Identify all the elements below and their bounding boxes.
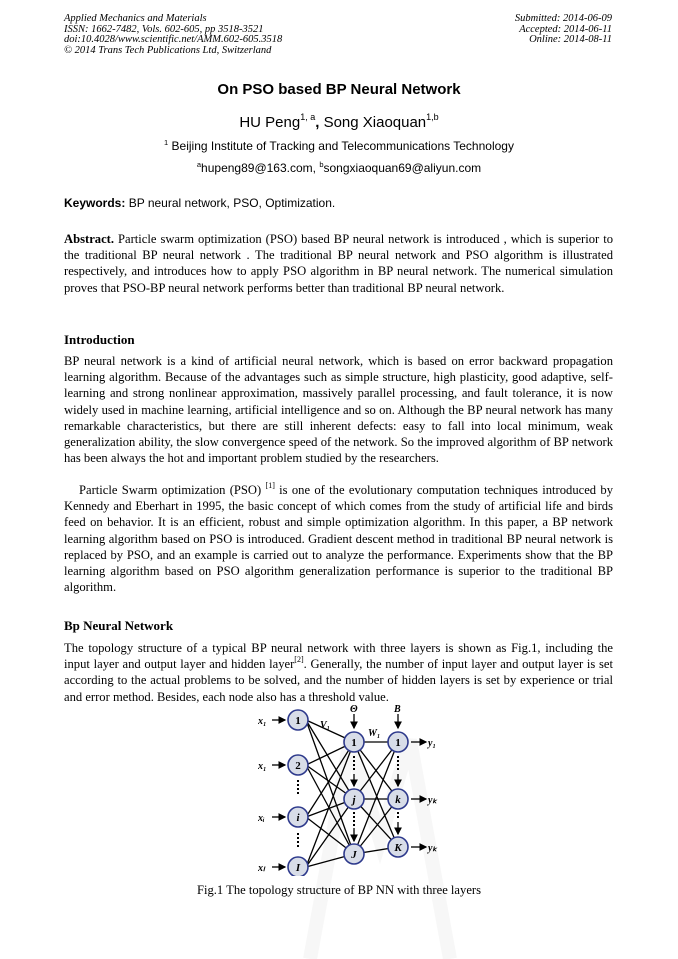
author-sup: 1, a bbox=[300, 112, 316, 122]
svg-text:i: i bbox=[296, 812, 300, 824]
publication-dates bbox=[515, 14, 612, 46]
svg-text:Θ: Θ bbox=[350, 704, 358, 715]
affiliation-sup: 1 bbox=[164, 138, 169, 147]
citation-ref[interactable]: [2] bbox=[294, 655, 304, 665]
svg-text:xᵢ: xᵢ bbox=[258, 813, 265, 824]
author-name: Song Xiaoquan bbox=[323, 114, 427, 131]
svg-text:yₖ: yₖ bbox=[428, 795, 437, 806]
abstract-label: Abstract. bbox=[64, 232, 115, 246]
bp-paragraph-1 bbox=[64, 640, 613, 705]
intro-paragraph-1: BP neural network is a kind of artificial neural network, which is based on error backward propagation learning algorithm. Because of the advantages such as simple structure, high plasticity, good adaptive, self-learning and strong nonlinear approximation, massively parallel processing, and fault tolerance, it is now widely used in machine learning, artificial intelligence and so on. Although the BP neural network has many remarkable characteristics, but there are still inherent defects: easy to fall into local minimum, weak generalization ability, the slow convergence speed of the network. So the improved algorithm of BP network has been always the hot and important problem studied by the researchers. bbox=[64, 354, 613, 466]
paper-title: On PSO based BP Neural Network bbox=[217, 81, 461, 98]
svg-text:V₁: V₁ bbox=[320, 720, 331, 731]
svg-text:k: k bbox=[395, 794, 401, 806]
email-sup: b bbox=[319, 160, 324, 169]
author-name: HU Peng bbox=[239, 114, 301, 131]
abstract-text: Particle swarm optimization (PSO) based BP neural network is introduced , which is superior to the traditional BP neural network . The traditional BP neural network and PSO algorithm is illustrated respectively, and introduces how to apply PSO algorithm in BP neural network. The numerical simulation proves that PSO-BP neural network performs better than traditional BP neural network. bbox=[64, 232, 613, 295]
submitted-date: Submitted: 2014-06-09 bbox=[514, 13, 612, 24]
svg-text:B: B bbox=[394, 704, 401, 715]
journal-info bbox=[64, 14, 282, 56]
svg-text:x₁: x₁ bbox=[258, 761, 267, 772]
network-nodes bbox=[288, 710, 408, 876]
bp-network-diagram bbox=[258, 704, 448, 876]
author-emails: $^a$hupeng89@163.com, $^b$songxiaoquan69@aliyun.com bbox=[196, 160, 482, 175]
paragraph-text: The topology structure of a typical BP neural network with three layers is shown as Fig.1, including the input layer and output layer and hidden layer bbox=[64, 641, 613, 672]
online-date: Online: 2014-08-11 bbox=[529, 34, 612, 46]
svg-text:yₖ: yₖ bbox=[428, 843, 437, 854]
paragraph-text: is one of the evolutionary computation techniques introduced by Kennedy and Eberhart in 1995, the basic concept of which comes from the study of artificial life and birds feed on behavior. It is an efficient, robust and simple optimization algorithm. In this paper, a BP network learning algorithm based on PSO is introduced. Gradient descent method in traditional BP neural network is replaced by PSO, and an example is carried out to analyze the performance. Experiments show that the BP learning algorithm based on PSO algorithm generalization performance is superior to the traditional BP algorithm. bbox=[64, 483, 613, 595]
svg-text:K: K bbox=[394, 842, 402, 854]
svg-text:1: 1 bbox=[395, 737, 401, 749]
svg-text:j: j bbox=[352, 794, 356, 806]
keywords bbox=[64, 196, 335, 210]
journal-issn: ISSN: 1662-7482, Vols. 602-605, pp 3518-3521 bbox=[64, 23, 264, 35]
author-list bbox=[0, 112, 678, 131]
email-link[interactable]: songxiaoquan69@aliyun.com bbox=[323, 161, 482, 175]
figure-caption: Fig.1 The topology structure of BP NN with three layers bbox=[196, 883, 482, 897]
svg-text:x₁: x₁ bbox=[258, 716, 267, 727]
keywords-label: Keywords: bbox=[64, 196, 126, 210]
svg-text:I: I bbox=[295, 862, 301, 874]
journal-copyright: © 2014 Trans Tech Publications Ltd, Switzerland bbox=[64, 44, 272, 56]
email-sup: a bbox=[196, 160, 202, 169]
affiliation-text: Beijing Institute of Tracking and Telecommunications Technology bbox=[171, 139, 514, 153]
accepted-date: Accepted: 2014-06-11 bbox=[519, 23, 612, 35]
author-sup: 1,b bbox=[426, 112, 439, 122]
author-separator: , bbox=[315, 114, 324, 131]
section-heading-introduction: Introduction bbox=[64, 332, 135, 347]
email-link[interactable]: hupeng89@163.com bbox=[201, 161, 313, 175]
svg-text:J: J bbox=[351, 849, 357, 861]
intro-paragraph-2 bbox=[64, 482, 613, 595]
paragraph-text: Particle Swarm optimization (PSO) bbox=[79, 483, 266, 497]
keywords-text: BP neural network, PSO, Optimization. bbox=[128, 196, 336, 210]
svg-text:1: 1 bbox=[351, 737, 357, 749]
svg-text:xₗ: xₗ bbox=[258, 863, 265, 874]
citation-ref[interactable]: [1] bbox=[265, 481, 275, 490]
section-heading-bp-neural-network: Bp Neural Network bbox=[64, 618, 174, 633]
journal-doi: doi:10.4028/www.scientific.net/AMM.602-605.3518 bbox=[64, 34, 283, 46]
svg-text:1: 1 bbox=[295, 715, 301, 727]
paragraph-text: . Generally, the number of input layer and output layer is set according to the actual problems to be solved, and the number of hidden layers is set by experience or trial and error method. Besides, each node also has a threshold value. bbox=[64, 657, 614, 704]
abstract bbox=[64, 231, 613, 296]
svg-text:y₁: y₁ bbox=[428, 738, 436, 749]
journal-name: Applied Mechanics and Materials bbox=[64, 13, 207, 24]
affiliation bbox=[0, 138, 678, 153]
svg-text:2: 2 bbox=[295, 760, 301, 772]
svg-text:W₁: W₁ bbox=[368, 728, 381, 739]
